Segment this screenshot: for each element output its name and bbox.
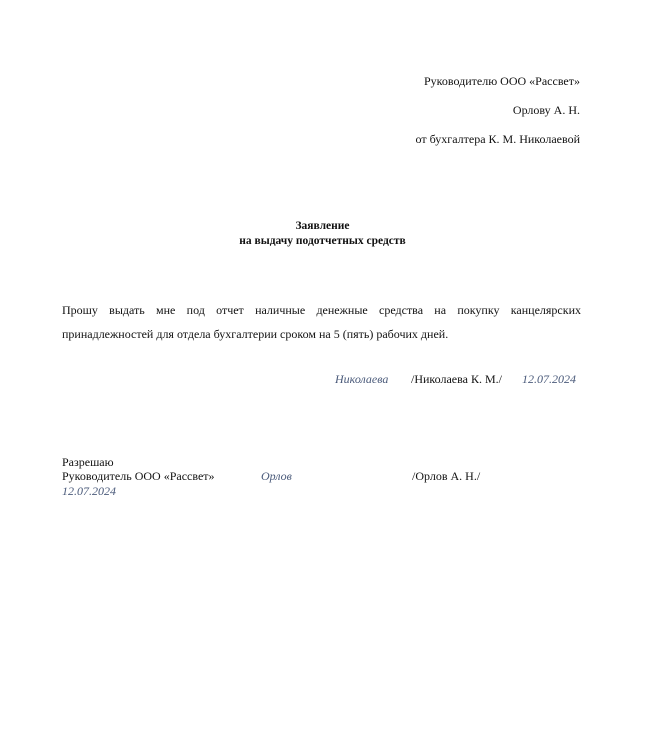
addressee-line-1: Руководителю ООО «Рассвет» (424, 74, 580, 88)
body-line-1: Прошу выдать мне под отчет наличные денежные средства на покупку канцелярских (62, 303, 581, 317)
document-title: Заявление (295, 220, 350, 232)
applicant-signature: Николаева (335, 372, 389, 386)
addressee-line-3: от бухгалтера К. М. Николаевой (415, 132, 580, 146)
approval-date: 12.07.2024 (62, 484, 116, 498)
approver-name: /Орлов А. Н./ (412, 469, 481, 483)
applicant-date: 12.07.2024 (522, 372, 576, 386)
approver-position: Руководитель ООО «Рассвет» (62, 469, 215, 483)
body-line-2: принадлежностей для отдела бухгалтерии сроком на 5 (пять) рабочих дней. (62, 327, 449, 341)
approval-label: Разрешаю (62, 455, 114, 469)
document-subtitle: на выдачу подотчетных средств (239, 235, 406, 247)
addressee-line-2: Орлову А. Н. (512, 103, 580, 117)
approver-signature: Орлов (261, 469, 292, 483)
applicant-name: /Николаева К. М./ (411, 372, 502, 386)
